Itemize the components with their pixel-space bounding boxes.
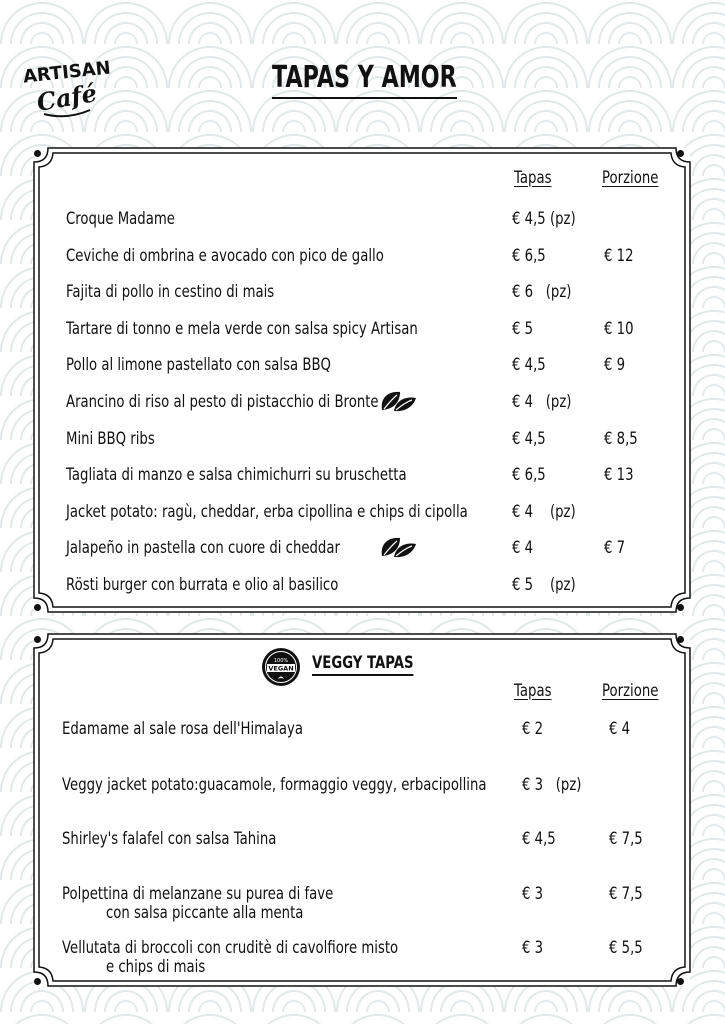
tapas-item-porzione-price: € 13 xyxy=(604,465,634,485)
tapas-item-name: Tartare di tonno e mela verde con salsa spicy Artisan xyxy=(66,319,418,339)
tapas-item-tapas-price: € 4 (pz) xyxy=(512,502,576,522)
veggy-item-name: Polpettina di melanzane su purea di fave xyxy=(62,884,334,904)
veggy-item-tapas-price: € 3 xyxy=(522,884,544,904)
tapas-column-header: Tapas xyxy=(514,168,552,188)
tapas-item-porzione-price: € 10 xyxy=(604,319,634,339)
logo-bottom-word: Café xyxy=(34,78,99,118)
veggy-item-porzione-price: € 5,5 xyxy=(609,938,643,958)
veggy-item-name-continued: con salsa piccante alla menta xyxy=(106,903,304,923)
tapas-item-tapas-price: € 4,5 xyxy=(512,429,546,449)
corner-dot xyxy=(677,604,684,611)
corner-dot xyxy=(34,636,41,643)
tapas-item-tapas-price: € 4 xyxy=(512,538,534,558)
tapas-item-name: Rösti burger con burrata e olio al basilico xyxy=(66,575,339,595)
tapas-item-name: Pollo al limone pastellato con salsa BBQ xyxy=(66,355,331,375)
tapas-item-tapas-price: € 5 (pz) xyxy=(512,575,576,595)
vegetarian-leaf-icon xyxy=(378,534,418,560)
page-title: TAPAS Y AMOR xyxy=(272,60,457,99)
veggy-item-tapas-price: € 3 (pz) xyxy=(522,775,582,795)
tapas-item-name: Ceviche di ombrina e avocado con pico de gallo xyxy=(66,246,384,266)
corner-dot xyxy=(677,978,684,985)
veggy-section-title: VEGGY TAPAS xyxy=(312,653,414,676)
porzione-column-header: Porzione xyxy=(602,168,659,188)
veggy-item-porzione-price: € 4 xyxy=(609,719,631,739)
veggy-item-name-continued: e chips di mais xyxy=(106,957,206,977)
veggy-item-name: Edamame al sale rosa dell'Himalaya xyxy=(62,719,303,739)
tapas-item-porzione-price: € 8,5 xyxy=(604,429,638,449)
veggy-tapas-column-header: Tapas xyxy=(514,681,552,701)
tapas-item-name: Jalapeño in pastella con cuore di cheddar xyxy=(66,538,340,558)
corner-dot xyxy=(677,150,684,157)
tapas-item-name: Arancino di riso al pesto di pistacchio di Bronte xyxy=(66,392,379,412)
corner-dot xyxy=(34,604,41,611)
veggy-item-name: Vellutata di broccoli con cruditè di cavolfiore misto xyxy=(62,938,399,958)
tapas-item-name: Mini BBQ ribs xyxy=(66,429,155,449)
corner-dot xyxy=(677,636,684,643)
tapas-item-tapas-price: € 6,5 xyxy=(512,465,546,485)
corner-dot xyxy=(34,150,41,157)
tapas-item-tapas-price: € 6,5 xyxy=(512,246,546,266)
tapas-item-porzione-price: € 9 xyxy=(604,355,626,375)
artisan-cafe-logo xyxy=(22,54,112,124)
tapas-item-tapas-price: € 4 (pz) xyxy=(512,392,572,412)
veggy-item-name: Veggy jacket potato:guacamole, formaggio veggy, erbacipollina xyxy=(62,775,487,795)
tapas-item-tapas-price: € 5 xyxy=(512,319,534,339)
tapas-item-name: Croque Madame xyxy=(66,209,175,229)
tapas-item-tapas-price: € 4,5 (pz) xyxy=(512,209,576,229)
tapas-item-name: Fajita di pollo in cestino di mais xyxy=(66,282,275,302)
veggy-item-tapas-price: € 2 xyxy=(522,719,544,739)
vegetarian-leaf-icon xyxy=(378,388,418,414)
vegan-badge-top: 100% xyxy=(273,658,289,664)
tapas-item-tapas-price: € 6 (pz) xyxy=(512,282,572,302)
corner-dot xyxy=(34,978,41,985)
tapas-item-porzione-price: € 12 xyxy=(604,246,634,266)
vegan-badge-icon xyxy=(261,647,301,687)
tapas-item-name: Tagliata di manzo e salsa chimichurri su bruschetta xyxy=(66,465,407,485)
tapas-item-tapas-price: € 4,5 xyxy=(512,355,546,375)
veggy-item-tapas-price: € 3 xyxy=(522,938,544,958)
logo-top-word: ARTISAN xyxy=(22,57,112,88)
veggy-item-porzione-price: € 7,5 xyxy=(609,829,643,849)
veggy-item-name: Shirley's falafel con salsa Tahina xyxy=(62,829,277,849)
tapas-item-name: Jacket potato: ragù, cheddar, erba cipollina e chips di cipolla xyxy=(66,502,468,522)
veggy-menu-panel xyxy=(34,634,690,986)
vegan-badge-main: VEGAN xyxy=(268,664,294,673)
veggy-porzione-column-header: Porzione xyxy=(602,681,659,701)
veggy-item-porzione-price: € 7,5 xyxy=(609,884,643,904)
veggy-item-tapas-price: € 4,5 xyxy=(522,829,556,849)
tapas-item-porzione-price: € 7 xyxy=(604,538,626,558)
